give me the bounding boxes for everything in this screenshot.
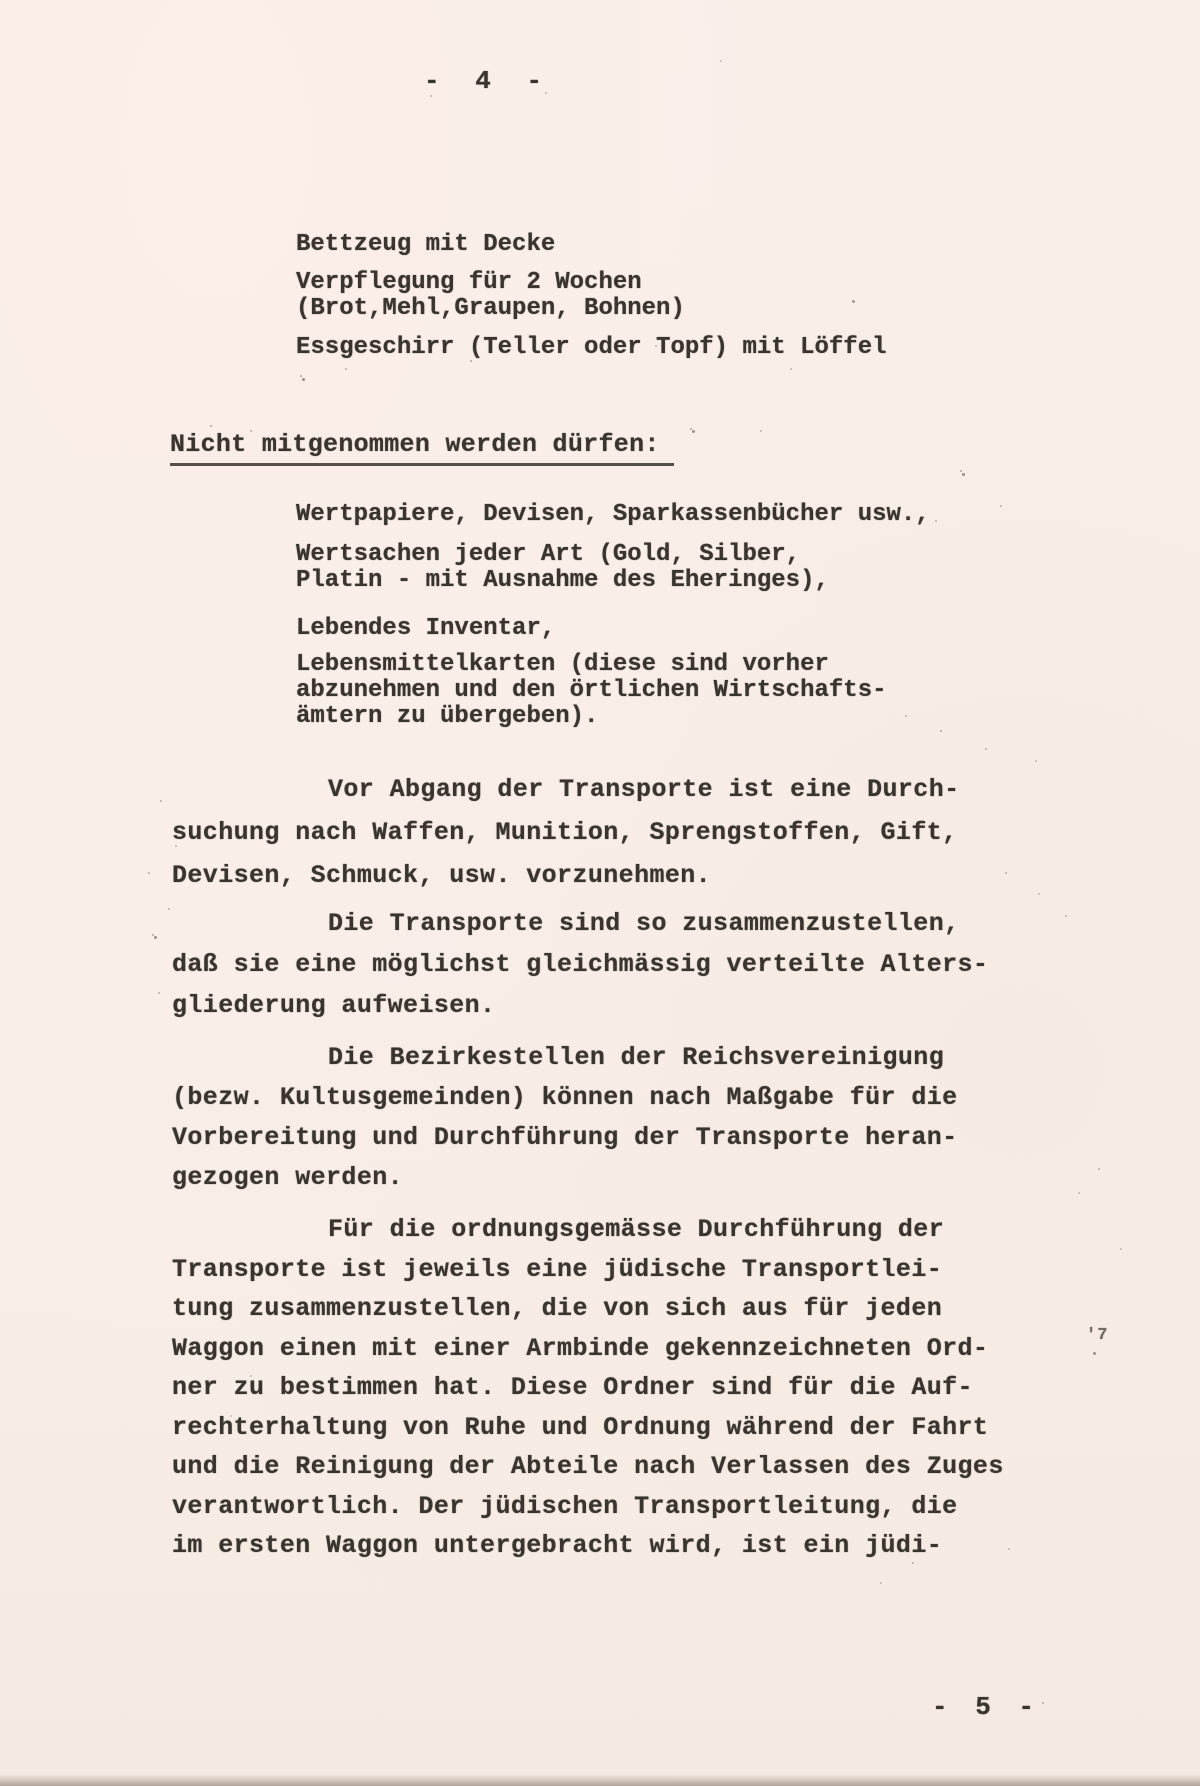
text-line: Wertsachen jeder Art (Gold, Silber,	[296, 541, 801, 568]
allowed-item-provisions	[296, 270, 685, 322]
text-line: verantwortlich. Der jüdischen Transportleitung, die	[172, 1491, 958, 1521]
text-line: rechterhaltung von Ruhe und Ordnung während der Fahrt	[172, 1412, 989, 1442]
section-heading-forbidden: Nicht mitgenommen werden dürfen:	[170, 430, 674, 466]
text-line: gliederung aufweisen.	[172, 991, 496, 1020]
forbidden-item-valuables	[296, 542, 829, 594]
scan-speckle-noise-dark	[0, 0, 3, 3]
text-line: und die Reinigung der Abteile nach Verlassen des Zuges	[172, 1452, 1004, 1481]
paragraph-transport-leadership	[172, 1210, 1152, 1566]
text-line: Waggon einen mit einer Armbinde gekennzeichneten Ord-	[172, 1333, 989, 1363]
forbidden-item-livestock	[296, 616, 555, 642]
text-line: suchung nach Waffen, Munition, Sprengstoffen, Gift,	[172, 818, 958, 847]
paragraph-age-distribution	[172, 903, 1152, 1026]
text-line: Bettzeug mit Decke	[296, 231, 556, 258]
text-line: ämtern zu übergeben).	[296, 703, 599, 730]
text-line: (Brot,Mehl,Graupen, Bohnen)	[296, 295, 685, 322]
scan-bottom-edge-shadow	[0, 1774, 1200, 1786]
text-line: im ersten Waggon untergebracht wird, ist ein jüdi-	[172, 1531, 943, 1560]
text-line: Devisen, Schmuck, usw. vorzunehmen.	[172, 861, 712, 890]
page-number-bottom: - 5 -	[932, 1692, 1041, 1722]
text-line: Die Bezirkestellen der Reichsvereinigung	[328, 1043, 945, 1072]
page-number-top: - 4 -	[424, 66, 553, 96]
text-line: (bezw. Kultusgemeinden) können nach Maßgabe für die	[172, 1083, 958, 1112]
text-line: Die Transporte sind so zusammenzustellen,	[328, 909, 960, 938]
text-line: ner zu bestimmen hat. Diese Ordner sind für die Auf-	[172, 1373, 973, 1402]
text-line: Platin - mit Ausnahme des Eheringes),	[296, 567, 829, 594]
text-line: Vorbereitung und Durchführung der Transporte heran-	[172, 1123, 958, 1152]
text-line: abzunehmen und den örtlichen Wirtschafts-	[296, 677, 887, 704]
allowed-item-bedding	[296, 232, 555, 258]
text-line: gezogen werden.	[172, 1163, 404, 1192]
paragraph-search-before-departure	[172, 768, 1152, 897]
text-line: daß sie eine möglichst gleichmässig verteilte Alters-	[172, 950, 989, 979]
forbidden-item-securities	[296, 502, 930, 528]
stray-typewriter-mark: '7	[1086, 1326, 1109, 1345]
allowed-item-dishes	[296, 335, 887, 361]
text-line: tung zusammenzustellen, die von sich aus für jeden	[172, 1294, 943, 1323]
text-line: Für die ordnungsgemässe Durchführung der	[328, 1215, 945, 1244]
text-line: Wertpapiere, Devisen, Sparkassenbücher usw.,	[296, 501, 930, 528]
text-line: Essgeschirr (Teller oder Topf) mit Löffel	[296, 334, 887, 361]
forbidden-item-ration-cards	[296, 652, 887, 730]
text-line: Lebendes Inventar,	[296, 615, 556, 642]
text-line: Vor Abgang der Transporte ist eine Durch-	[328, 775, 960, 804]
text-line: Transporte ist jeweils eine jüdische Transportlei-	[172, 1254, 943, 1284]
paragraph-district-offices	[172, 1038, 1152, 1198]
text-line: Lebensmittelkarten (diese sind vorher	[296, 651, 829, 678]
text-line: Verpflegung für 2 Wochen	[296, 269, 642, 296]
